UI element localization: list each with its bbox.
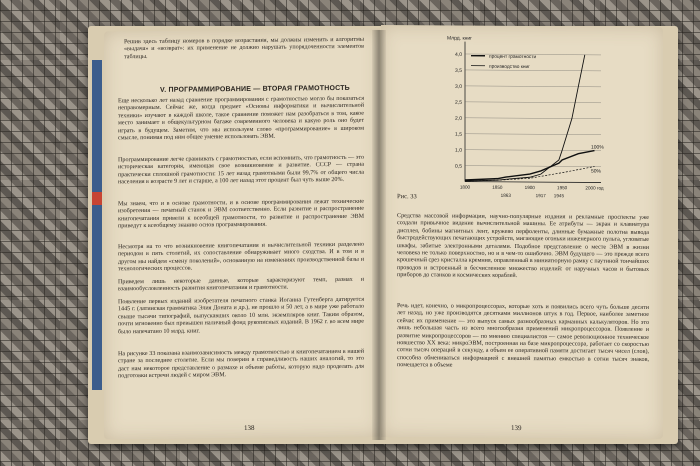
x-tick-label: 1800 [459,184,471,190]
y-tick-label: 2,5 [455,99,462,106]
left-page-number: 138 [244,423,255,432]
gridline [465,86,601,87]
right-para-1: Средства массовой информации, научно-популярные издания и рекламные проспекты уже создали привычное видение вычислительной машины. Ее атрибуты — экран и клавиатура дисплея, бобины магнитных лент, кружево перфоленты, длинные бумажные полотна вывода быстродействующих печатающих устройств, мигающие огоньки инженерного пульта, угловатые шкафы, забитые электронными деталями. Подобное представление о месте ЭВМ в жизни человека не только поверхностно, но и в чем-то ошибочно. ЭВМ будущего — это прежде всего крошечный срез кристалла кремния, оправленный в миниатюрную рамку с паутиной тончайших проводов и встроенный в бесчисленное множество изделий: от наручных часов и бытовых приборов до станков и космических кораблей. [397,213,649,280]
right-page-number: 139 [511,423,522,432]
cover-edge-stripe [92,60,102,390]
gridline [465,102,601,103]
left-para-4: Несмотря на то что возникновение книгопечатания и вычислительной техники разделено периодом в пять столетий, их сопоставление обнаруживает много сходства. И в том и в другом мы найдем «смену поколений», основанную на изменениях производственной базы и технологических процессов. [118,241,364,273]
y-tick-label: 1,5 [455,131,462,138]
x-tick-label: 1950 [557,185,568,191]
y-tick-label: 3,0 [455,83,462,90]
left-para-6: Появление первых изданий изобретателя печатного станка Иоганна Гутенберга датируется 1445 г. (латинская грамматика Элия Доната и др.), не прошло и 50 лет, а в мире уже работало свыше тысячи типографий, выпускавших около 10 млн. экземпляров книг. Таким образом, почти мгновенно был превышен наличный фонд рукописных изданий. В 1962 г. во всем мире было напечатано 10 млрд. книг. [118,296,364,335]
x-tick-label: 1850 [492,184,503,190]
left-para-3: Мы знаем, что и в основе грамотности, и в основе программирования лежат технические изобретения — печатный станок и ЭВМ соответственно. Если развитие и распространение книгопечатания привели к всеобщей грамотности, то развитие и распространение ЭВМ приведут к всеобщему знанию основ программирования. [118,198,364,230]
y-axis-label: Млрд. книг [447,35,473,42]
left-para-7: На рисунке 33 показана взаимозависимость между грамотностью и книгопечатанием в нашей стране за последнее столетие. Если мы поверим в справедливость наших аналогий, то это даст нам некоторое представление о размахе и объеме работы, которую надо проделать для подготовки встречи людей с миром ЭВМ. [118,348,364,380]
gridline [465,150,601,151]
legend-entry: процент грамотности [489,54,537,61]
x-tick-label: 1945 [553,193,565,199]
x-tick-label: 1863 [500,192,511,198]
series-line [465,150,595,181]
intro-text: Решив здесь таблицу номеров в порядке возрастания, мы должны изменить и алгоритмы «выдача» и «возврат»: их применение не должно нарушать упорядоченности элементов таблицы. [124,36,364,61]
annotation-100: 100% [591,144,604,151]
section-heading: V. ПРОГРАММИРОВАНИЕ — ВТОРАЯ ГРАМОТНОСТЬ [160,84,350,94]
left-page [104,29,380,440]
annotation-50: 50% [591,168,602,175]
x-tick-label: 2000 год [585,185,604,191]
left-para-1: Еще несколько лет назад сравнение программирования с грамотностью могло бы показаться неправомерным. Сейчас же, когда предмет «Основы информатики и вычислительной техники» изучают в каждой школе, такое сравнение поможет нам разобраться в том, какое место занимает в общекультурном багаже современного человека и какую роль оно будет играть в будущем. Заметим, что мы используем слово «программирование» в широком смысле, понимая под ним общее умение использовать ЭВМ. [118,95,364,142]
y-tick-label: 1,0 [455,147,462,154]
x-tick-label: 1917 [535,193,546,199]
y-tick-label: 2,0 [455,115,462,122]
book-spine [372,30,386,440]
gridline [465,118,601,119]
gridline [465,134,601,135]
y-tick-label: 0,5 [455,163,462,170]
right-page [381,25,663,439]
y-tick-label: 4,0 [455,51,462,58]
gridline [465,166,601,167]
y-tick-label: 3,5 [455,67,462,74]
figure-caption: Рис. 33 [397,193,417,201]
left-para-5: Приведем лишь некоторые данные, которые характеризуют темп, размах и взаимообусловленность развития книгопечатания и грамотности. [118,276,364,293]
legend-entry: производство книг [489,64,530,71]
figure-33-chart [431,29,631,206]
x-axis [465,182,601,183]
gridline [465,70,601,71]
right-para-2: Речь идет, конечно, о микропроцессорах, которые хоть и появились всего чуть больше десяти лет назад, но уже производятся десятками миллионов штук в год. Первое, наиболее заметное сейчас их применение — это выпуск самых разнообразных карманных калькуляторов. Но это лишь небольшая часть из всего многообразия применений микропроцессоров. Появление и развитие микропроцессоров — по мнению специалистов — самое революционное техническое новшество XX века: микроЭВМ, построенная на базе микропроцессора, работает со скоростью сотни тысяч операций в секунду, а объем ее оперативной памяти достигает тысяч чисел (слов), способна обмениваться информацией с внешней памятью емкостью в сотни тысяч знаков, помещается в объеме [397,303,649,369]
x-tick-label: 1900 [524,185,535,191]
left-para-2: Программирование легче сравнивать с грамотностью, если вспомнить, что грамотность — это историческая категория, имеющая свое возникновение и развитие. СССР — страна практически сплошной грамотности: 15 лет назад грамотными были 99,7% от общего числа населения в возрасте 9 лет и старше, а 100 лет назад этот процент был чуть выше 20%. [118,154,364,186]
